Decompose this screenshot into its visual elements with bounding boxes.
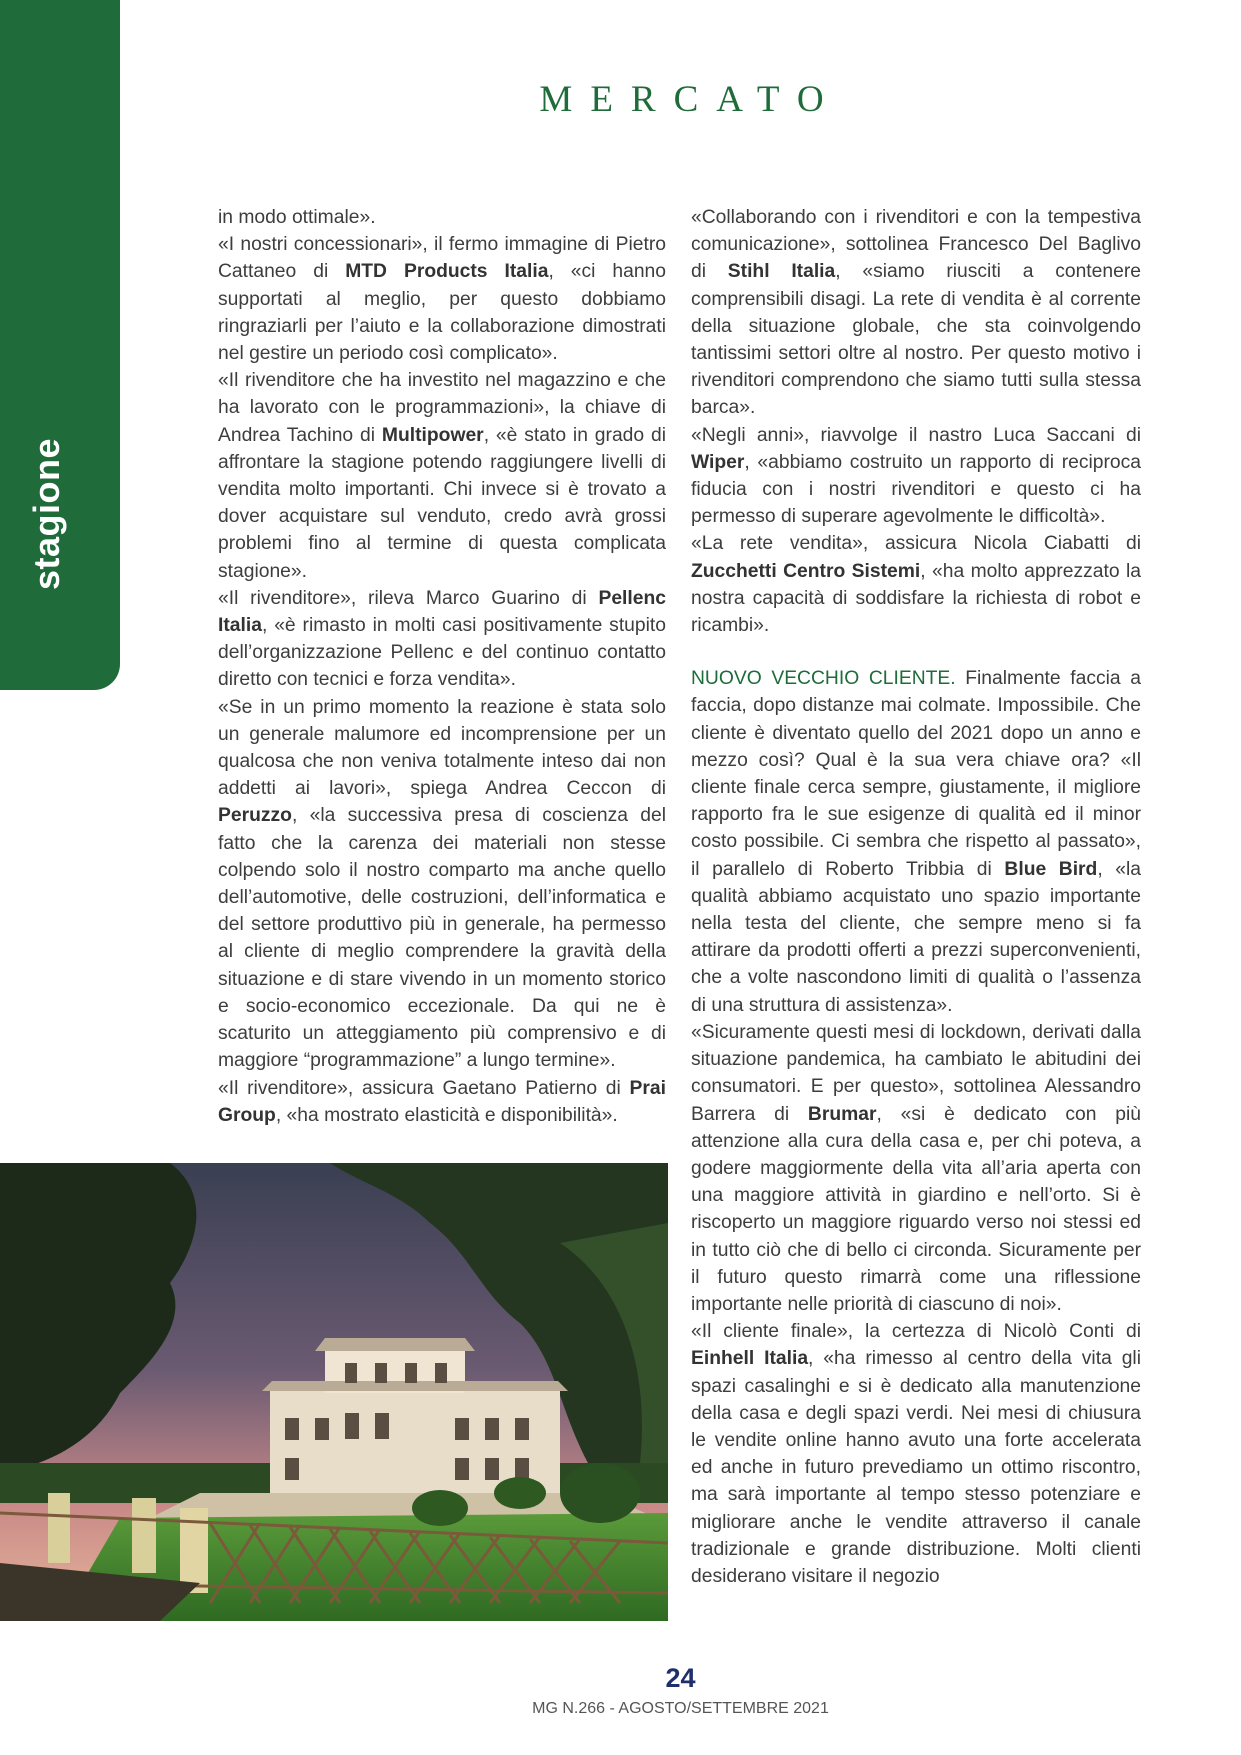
- paragraph: «Collaborando con i rivenditori e con la tempestiva comunicazione», sottolinea Francesco Del Baglivo di Stihl Italia, «siamo riusciti a contenere comprensibili disagi. La rete di vendita è al corrente della situazione globale, che sta coinvolgendo tantissimi settori oltre al nostro. Per questo motivo i rivenditori comprendono che siamo tutti sulla stessa barca».: [691, 207, 1141, 419]
- company-name: Multipower: [381, 424, 484, 446]
- paragraph: «Negli anni», riavvolge il nastro Luca Saccani di Wiper, «abbiamo costruito un rapporto di reciproca fiducia con i nostri rivenditori e questo ci ha permesso di superare agevolmente le difficoltà».: [691, 424, 1141, 528]
- subheading: NUOVO VECCHIO CLIENTE.: [691, 668, 956, 690]
- paragraph: «Il rivenditore», rileva Marco Guarino di Pellenc Italia, «è rimasto in molti casi positivamente stupito dell’organizzazione Pellenc e del continuo contatto diretto con tecnici e forza vendita».: [218, 587, 666, 691]
- paragraph: «Se in un primo momento la reazione è stata solo un generale malumore ed incomprensione per un qualcosa che non veniva totalmente inteso dai non addetti ai lavori», spiega Andrea Ceccon di Peruzzo, «la successiva presa di coscienza del fatto che la carenza dei materiali non stesse colpendo solo il nostro comparto ma anche quello dell’automotive, delle costruzioni, dell’informatica e del settore produttivo più in generale, ha permesso al cliente di meglio comprendere la gravità della situazione e di stare vivendo in un momento storico e socio-economico eccezionale. Da qui ne è scaturito un atteggiamento più comprensivo e di maggiore “programmazione” a lungo termine».: [218, 696, 666, 1072]
- paragraph: «Il rivenditore che ha investito nel magazzino e che ha lavorato con le programmazioni», la chiave di Andrea Tachino di Multipower, «è stato in grado di affrontare la stagione potendo raggiungere livelli di vendita molto importanti. Chi invece si è trovato a dover acquistare sul venduto, credo avrà grossi problemi fino al termine di questa complicata stagione».: [218, 370, 666, 582]
- company-name: Zucchetti Centro Sistemi: [691, 560, 921, 582]
- company-name: Brumar: [807, 1103, 877, 1125]
- company-name: Einhell Italia: [691, 1348, 809, 1370]
- paragraph: «Il rivenditore», assicura Gaetano Patierno di Prai Group, «ha mostrato elasticità e disponibilità».: [218, 1077, 666, 1126]
- company-name: Blue Bird: [1004, 858, 1098, 880]
- paragraph: «I nostri concessionari», il fermo immagine di Pietro Cattaneo di MTD Products Italia, «ci hanno supportati al meglio, per questo dobbiamo ringraziarli per l’aiuto e la collaborazione dimostrati nel gestire un periodo così complicato».: [218, 234, 667, 365]
- page-number: 24: [665, 1663, 696, 1693]
- company-name: Wiper: [691, 451, 745, 473]
- paragraph: in modo ottimale».: [218, 207, 376, 228]
- paragraph: «Il cliente finale», la certezza di Nicolò Conti di Einhell Italia, «ha rimesso al centro della vita gli spazi casalinghi e si è dedicato alla manutenzione della casa e degli spazi verdi. Nei mesi di chiusura le vendite online hanno avuto una forte accelerata ed anche in futuro prevediamo un ottimo riscontro, ma sarà importante al tempo stesso potenziare e migliorare anche le vendite attraverso il canale tradizionale e grande distribuzione. Molti clienti desiderano visitare il negozio: [691, 1321, 1141, 1587]
- company-name: Pellenc Italia: [218, 587, 666, 637]
- paragraph: «La rete vendita», assicura Nicola Ciabatti di Zucchetti Centro Sistemi, «ha molto apprezzato la nostra capacità di soddisfare la richiesta di robot e ricambi».: [691, 533, 1141, 637]
- villa-garden-photo: [0, 1163, 668, 1621]
- company-name: Prai Group: [218, 1077, 666, 1126]
- article-column-right: [691, 204, 1141, 1590]
- section-side-label: stagione: [26, 437, 67, 590]
- article-column-left: [218, 204, 666, 1129]
- company-name: MTD Products Italia: [345, 261, 549, 283]
- paragraph: «Sicuramente questi mesi di lockdown, derivati dalla situazione pandemica, ha cambiato le abitudini dei consumatori. E per questo», sottolinea Alessandro Barrera di Brumar, «si è dedicato con più attenzione alla cura della casa e, per chi poteva, a godere maggiormente della vita all’aria aperta con una maggiore attività in giardino e nell’orto. Si è riscoperto un maggiore riguardo verso noi stessi ed in tutto ciò che di bello ci circonda. Sicuramente per il futuro questo rimarrà come una riflessione importante nelle priorità di ciascuno di noi».: [691, 1021, 1141, 1315]
- company-name: Stihl Italia: [727, 261, 836, 283]
- paragraph-with-subhead: NUOVO VECCHIO CLIENTE. Finalmente faccia a faccia, dopo distanze mai colmate. Impossibile. Che cliente è diventato quello del 2021 dopo un anno e mezzo così? Qual è la sua vera chiave ora? «Il cliente finale cerca sempre, giustamente, il migliore rapporto fra le sue esigenze di qualità ed il minor costo possibile. Ci sembra che rispetto al passato», il parallelo di Roberto Tribbia di Blue Bird, «la qualità abbiamo acquistato uno spazio importante nella testa del cliente, che sempre meno si fa attirare da prodotti offerti a prezzi superconvenienti, che a volte nascondono limiti di qualità o l’assenza di una struttura di assistenza».: [691, 668, 1141, 1016]
- section-title: MERCATO: [539, 79, 842, 120]
- company-name: Peruzzo: [218, 805, 292, 827]
- issue-footer: MG N.266 - AGOSTO/SETTEMBRE 2021: [532, 1700, 829, 1717]
